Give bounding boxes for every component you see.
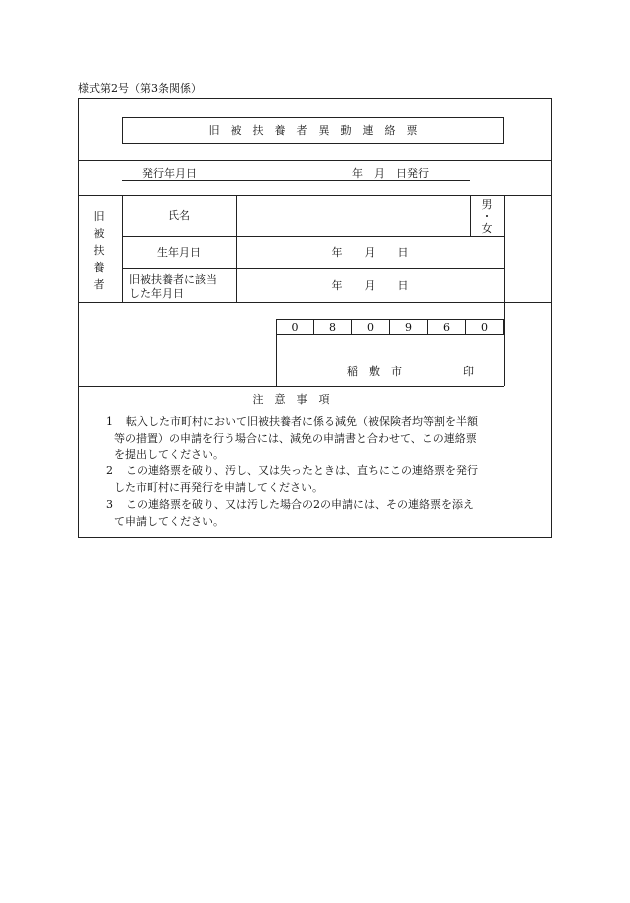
section-label-char: 扶 — [93, 244, 105, 257]
form-number-label: 様式第2号（第3条関係） — [78, 82, 202, 95]
change-date-label-line: 旧被扶養者に該当 — [129, 273, 217, 286]
change-date-label — [129, 273, 217, 301]
code-digit: 0 — [276, 319, 314, 335]
note-number: 2 — [106, 464, 113, 477]
gender-separator: ・ — [481, 210, 493, 223]
section-label-char: 者 — [93, 278, 105, 291]
note-text: 等の措置）の申請を行う場合には、減免の申請書と合わせて、この連絡票 — [114, 431, 477, 445]
name-label: 氏名 — [168, 209, 190, 222]
note-text: 転入した市町村において旧被扶養者に係る減免（被保険者均等割を半額 — [126, 415, 478, 428]
issue-date-value: 年 月 日発行 — [352, 167, 429, 180]
gender-choice[interactable] — [470, 199, 504, 235]
gender-male: 男 — [481, 198, 493, 211]
change-date-value[interactable]: 年 月 日 — [331, 279, 409, 292]
divider-line — [78, 160, 552, 161]
issue-date-label: 発行年月日 — [142, 167, 197, 180]
name-field[interactable] — [236, 196, 470, 236]
code-digit: 0 — [352, 319, 390, 335]
table-border — [78, 386, 504, 387]
code-digit: 0 — [466, 319, 504, 335]
birth-date-value[interactable]: 年 月 日 — [331, 246, 409, 259]
note-item — [106, 497, 506, 530]
table-border — [78, 302, 552, 303]
code-digit: 8 — [314, 319, 352, 335]
note-text: この連絡票を破り、又は汚した場合の2の申請には、その連絡票を添え — [126, 498, 474, 511]
note-text: を提出してください。 — [114, 448, 224, 461]
note-number: 1 — [106, 415, 113, 428]
birth-date-label: 生年月日 — [157, 246, 201, 259]
note-text: て申請してください。 — [114, 514, 224, 528]
note-item — [106, 463, 506, 496]
issuer-city: 稲 敷 市 — [347, 365, 402, 378]
section-label-char: 旧 — [93, 210, 105, 223]
table-border — [276, 335, 277, 386]
table-border — [122, 236, 504, 237]
table-border — [122, 268, 504, 269]
code-digit: 9 — [390, 319, 428, 335]
gender-female: 女 — [481, 222, 493, 235]
table-border — [504, 195, 505, 386]
note-text: この連絡票を破り、汚し、又は失ったときは、直ちにこの連絡票を発行 — [126, 464, 478, 477]
section-label-vertical — [88, 208, 110, 293]
seal-mark: 印 — [463, 365, 474, 378]
section-label-char: 養 — [93, 261, 105, 274]
note-text: した市町村に再発行を申請してください。 — [114, 480, 323, 494]
change-date-label-line: した年月日 — [129, 287, 184, 300]
issue-date-underline — [122, 180, 470, 181]
code-digit: 6 — [428, 319, 466, 335]
form-title: 旧 被 扶 養 者 異 動 連 絡 票 — [208, 124, 418, 137]
note-number: 3 — [106, 498, 113, 511]
notes-heading: 注 意 事 項 — [252, 393, 330, 406]
note-item — [106, 414, 506, 464]
section-label-char: 被 — [93, 227, 105, 240]
